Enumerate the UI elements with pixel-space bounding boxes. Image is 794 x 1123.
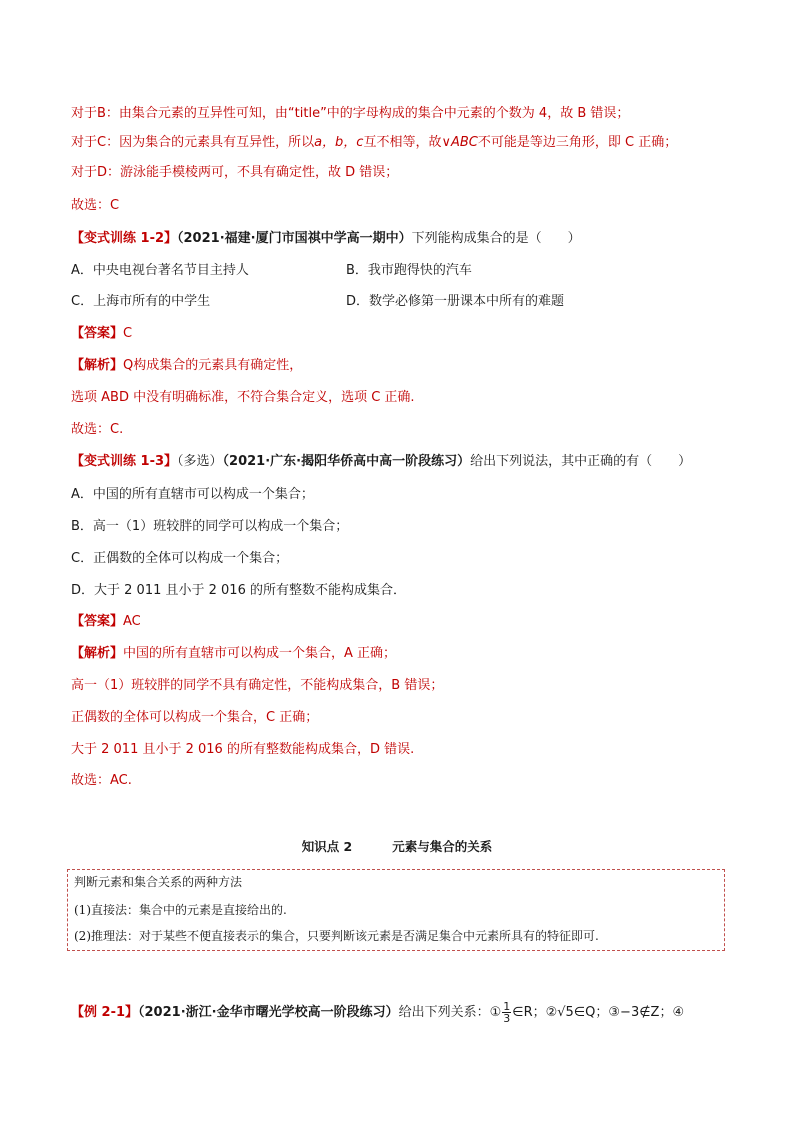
- option-d-analysis-text: 对于D：游泳能手模棱两可，不具有确定性，故 D 错误；: [71, 165, 399, 180]
- circle-2: ②: [545, 1005, 558, 1020]
- q12-analysis-1: Q构成集合的元素具有确定性，: [123, 358, 303, 373]
- q13-option-d: D．大于 2 011 且小于 2 016 的所有整数不能构成集合．: [71, 583, 406, 598]
- relation-1: ∈R；: [512, 1005, 546, 1020]
- fraction-denominator: 3: [503, 1012, 511, 1025]
- q13-option-c: C．正偶数的全体可以构成一个集合；: [71, 551, 289, 566]
- line-option-c-analysis: [71, 134, 677, 152]
- relation-3: −3∉Z；: [620, 1005, 673, 1020]
- q13-answer-label: 【答案】: [71, 614, 124, 629]
- choose-1-text: 故选：C: [71, 198, 120, 213]
- q13-option-b: B．高一（1）班较胖的同学可以构成一个集合；: [71, 519, 349, 534]
- q12-tag: 【变式训练 1-2】: [71, 231, 178, 246]
- section-number: 知识点 2: [301, 839, 353, 854]
- circle-4: ④: [672, 1005, 685, 1020]
- line-option-b-analysis: [71, 105, 629, 123]
- q12-analysis-2: 选项 ABD 中没有明确标准，不符合集合定义，选项 C 正确.: [71, 390, 415, 405]
- fraction-one-third: [502, 1001, 511, 1024]
- q12-option-a: A．中央电视台著名节目主持人: [71, 263, 249, 278]
- q13-stem: 给出下列说法，其中正确的有（ ）: [470, 454, 692, 469]
- q13-analysis-2: 高一（1）班较胖的同学不具有确定性，不能构成集合，B 错误；: [71, 678, 444, 693]
- method-box-item-2: (2)推理法：对于某些不便直接表示的集合，只要判断该元素是否满足集合中元素所具有的特征即可.: [74, 929, 599, 943]
- q12-analysis-line: [71, 357, 302, 375]
- q12-answer: C: [123, 326, 133, 341]
- option-c-analysis-part3: 不可能是等边三角形，即 C 正确；: [477, 135, 678, 150]
- option-c-analysis-part2: 互不相等，故∨: [363, 135, 451, 150]
- q13-analysis-4: 大于 2 011 且小于 2 016 的所有整数能构成集合，D 错误.: [71, 742, 415, 757]
- q13-analysis-3: 正偶数的全体可以构成一个集合，C 正确；: [71, 710, 319, 725]
- line-choose-1: [71, 197, 119, 215]
- q12-stem: 下列能构成集合的是（ ）: [411, 231, 581, 246]
- q12-option-d: D．数学必修第一册课本中所有的难题: [346, 294, 565, 309]
- variables-abc: a，b，c: [314, 135, 364, 150]
- q13-tag: 【变式训练 1-3】: [71, 454, 178, 469]
- q12-stem-line: [71, 230, 581, 248]
- option-c-analysis-part1: 对于C：因为集合的元素具有互异性，所以: [71, 135, 315, 150]
- ex21-tag: 【例 2-1】: [71, 1005, 139, 1020]
- method-box-title: 判断元素和集合关系的两种方法: [74, 875, 243, 889]
- ex21-stem: 给出下列关系：: [398, 1005, 490, 1020]
- circle-1: ①: [489, 1005, 502, 1020]
- q13-stem-line: [71, 453, 691, 471]
- circle-3: ③: [608, 1005, 621, 1020]
- q12-answer-label: 【答案】: [71, 326, 124, 341]
- option-b-analysis-text: 对于B：由集合元素的互异性可知，由“title”中的字母构成的集合中元素的个数为 4，故 B 错误；: [71, 106, 630, 121]
- relation-2: √5∈Q；: [557, 1005, 609, 1020]
- q13-choose: 故选：AC.: [71, 773, 132, 788]
- q13-option-a: A．中国的所有直辖市可以构成一个集合；: [71, 487, 314, 502]
- q13-analysis-1: 中国的所有直辖市可以构成一个集合，A 正确；: [123, 646, 397, 661]
- q12-answer-line: [71, 325, 132, 343]
- q12-choose: 故选：C.: [71, 422, 124, 437]
- section-name: 元素与集合的关系: [392, 839, 493, 854]
- method-box: [67, 869, 725, 951]
- q13-source: （2021·广东·揭阳华侨高中高一阶段练习）: [222, 454, 471, 469]
- q13-answer: AC: [123, 614, 141, 629]
- ex21-source: （2021·浙江·金华市曙光学校高一阶段练习）: [138, 1005, 399, 1020]
- fraction-numerator: 1: [503, 1000, 511, 1013]
- q12-option-c: C．上海市所有的中学生: [71, 294, 211, 309]
- section-title: [0, 838, 794, 856]
- q13-multi: （多选）: [177, 454, 223, 469]
- triangle-abc: ABC: [450, 135, 478, 150]
- line-option-d-analysis: [71, 164, 398, 182]
- q12-source: （2021·福建·厦门市国祺中学高一期中）: [177, 231, 412, 246]
- q12-option-b: B．我市跑得快的汽车: [346, 263, 472, 278]
- q13-analysis-label: 【解析】: [71, 646, 124, 661]
- q12-analysis-label: 【解析】: [71, 358, 124, 373]
- method-box-item-1: (1)直接法：集合中的元素是直接给出的.: [74, 903, 287, 917]
- ex21-line: [71, 1000, 684, 1026]
- q13-answer-line: [71, 613, 141, 631]
- q13-analysis-line: [71, 645, 396, 663]
